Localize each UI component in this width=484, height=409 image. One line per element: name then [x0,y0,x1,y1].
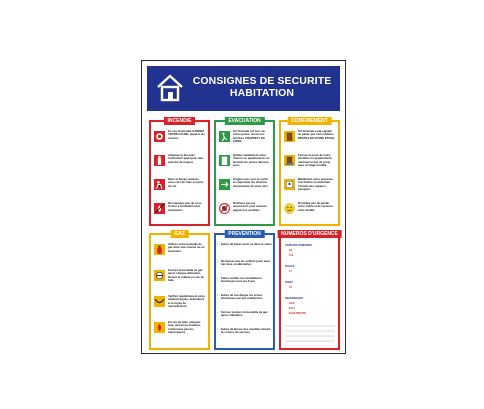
list-item: En cas d'incendie GARDEZ VOTRE CALME, appelez les secours [154,129,205,151]
phone-number: GAZ [289,302,295,305]
list-item: Manifestez votre présence à la fenêtre en attendant l'arrivée des sapeurs-pompiers [284,177,335,199]
phone-number: EAU [289,307,295,310]
closed-door-icon [284,131,295,142]
section-label: SAPEURS POMPIERS [285,244,312,247]
list-item: Dirigez-vous vers la sortie et empruntez les chemins d'évacuation les plus sûrs [219,177,270,199]
safety-poster [141,60,346,354]
panel-confinement [279,120,340,226]
extinguisher-icon [154,155,165,166]
list-item: Attaquez le feu avec l'extincteur approprié sans prendre de risques [154,153,205,175]
towel-door-icon [284,155,295,166]
panel-title: CONFINEMENT [287,117,332,125]
panel-incendie [149,120,210,226]
list-item: Fermez la bouteille de gaz après chaque utilisation, fermez le robinet en cas de fuite [154,268,205,290]
panel-title: NUMEROS D'URGENCE [277,230,342,238]
window-signal-icon [284,179,295,190]
list-item: Quittez rapidement votre maison ou appartement, en fermant les portes derrière vous [219,153,270,175]
gas-bottle-icon [154,244,165,255]
gas-leak-icon [154,322,165,333]
poster-title: CONSIGNES DE SECURITE HABITATION [192,75,332,99]
phone-number: 18 [289,249,292,252]
smiley-icon [284,203,295,214]
no-lift-icon [219,203,230,214]
fire-alarm-icon [154,131,165,142]
hose-icon [154,296,165,307]
gas-valve-icon [154,270,165,281]
panel-title: PREVENTION [224,230,265,238]
list-item: Ne manquez pas de vous former à l'utilisation des extincteurs [154,201,205,223]
list-item: Utilisez votre bouteille de gaz dans une cuisine ou un local aéré [154,242,205,264]
no-elevator-icon [219,179,230,190]
list-item: • Evitez de fumer au lit ou dans le salon [217,243,273,246]
list-item: En cas de fuite, éteignez tout, ouvrez les fenêtres, n'actionnez pas les interrupteurs [154,320,205,342]
section-label: POLICE [285,265,295,268]
phone-number: 17 [289,270,292,273]
list-item: Si l'incendie est hors de votre portée, ouvrez les fenêtres, FRAPPEZ LES AIDES [219,129,270,151]
panel-numeros [279,233,340,350]
list-item: • Evitez de laisser des meubles devant les issues de secours [217,328,273,335]
list-item: • Fermez toujours la bouteille de gaz après utilisation [217,311,273,318]
door-icon [219,155,230,166]
section-label: SAMU [285,281,293,284]
list-item: • Evitez de surcharger les prises électriques par des multiprises [217,294,273,301]
phone-number: 112 [289,254,294,257]
exit-sign-icon [219,131,230,142]
list-item: • Faites vérifier vos installations électriques tous les 5 ans [217,277,273,284]
section-label: DEPANNAGES [285,297,304,300]
smoke-escape-icon [154,179,165,190]
panel-title: EVACUATION [224,117,264,125]
no-water-icon [154,203,165,214]
panel-title: INCENDIE [164,117,196,125]
house-icon [154,72,186,104]
poster-header [147,66,340,111]
list-item: Fermez la porte de votre chambre ou appartement, obstruez le bas de porte avec un linge mouillé [284,153,335,175]
list-item: N'oubliez pas de garder votre calme et de rassurer votre famille [284,201,335,223]
list-item: Dans la fumée, baissez-vous car l'air frais est près du sol [154,177,205,199]
phone-number: 15 [289,286,292,289]
list-item: N'utilisez pas les ascenseurs pour évacuer, gagnez les escaliers [219,201,270,223]
list-item: Vérifiez régulièrement votre matériel (tuyau, détendeur) et le tuyau de raccordement [154,294,205,316]
phone-number: ELECTRICITE [289,312,307,315]
panel-title: GAZ [170,230,189,238]
list-item: • Ne laissez pas les enfants jouer avec des feux ou allumettes [217,260,273,267]
panel-prevention [214,233,275,350]
list-item: Si l'incendie a été signalé au palier que vous habitez, RESTEZ EN VOTRE ETAGE [284,129,335,151]
notes-lines [285,323,335,343]
panel-evacuation [214,120,275,226]
panel-gaz [149,233,210,350]
